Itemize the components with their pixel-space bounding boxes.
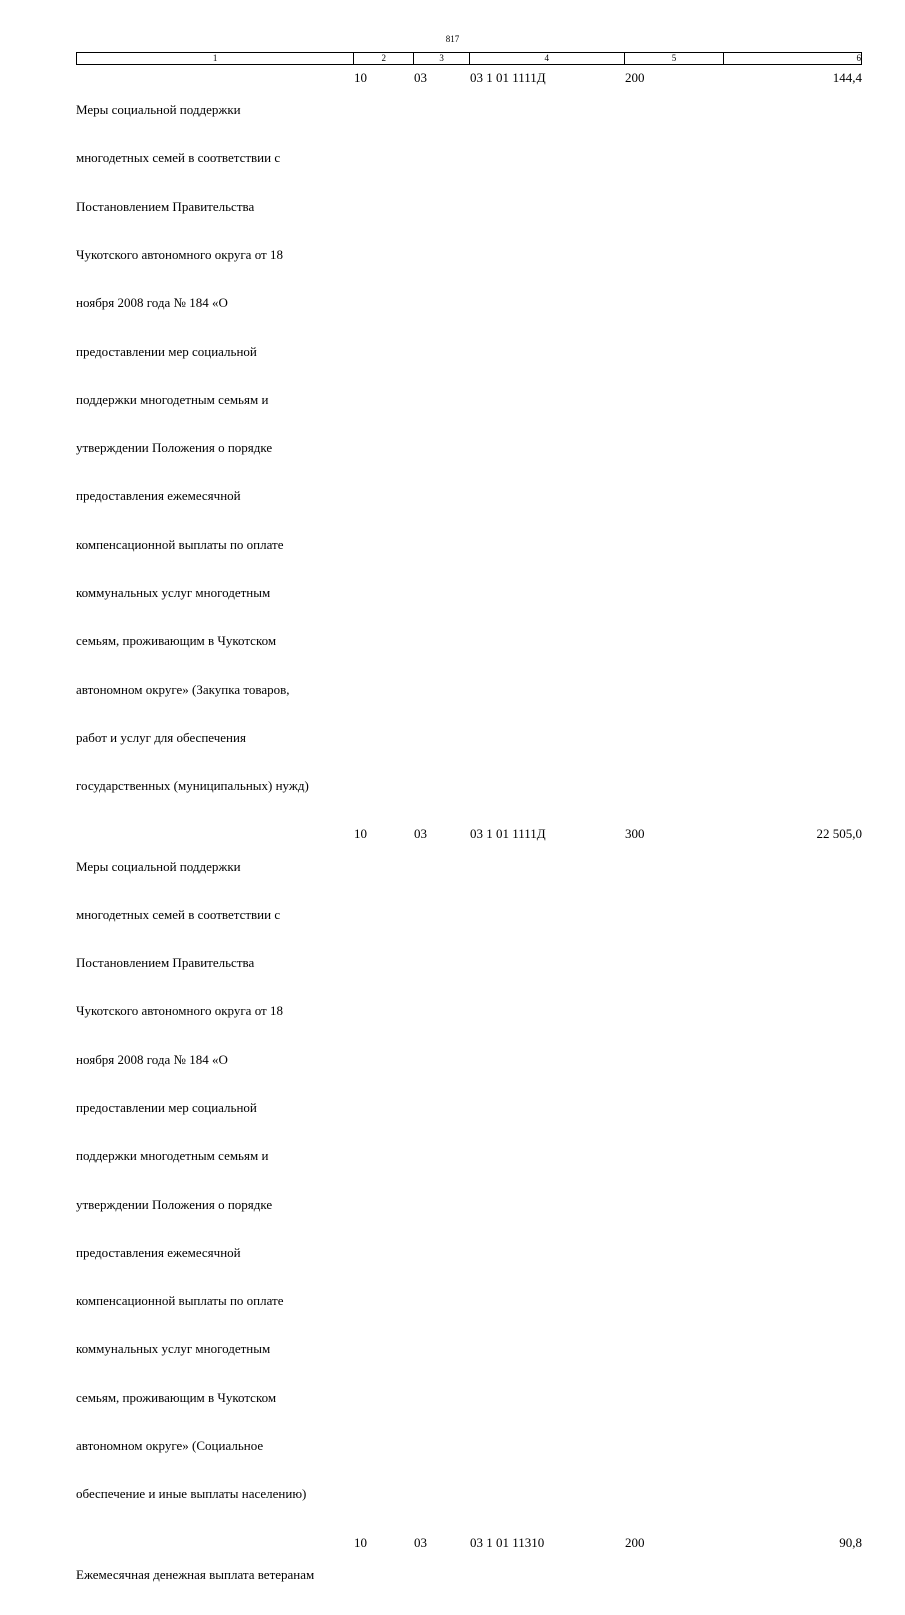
table-row xyxy=(76,826,862,1534)
description-line: Меры социальной поддержки xyxy=(76,102,241,118)
description-line: семьям, проживающим в Чукотском xyxy=(76,1389,277,1405)
description-line: предоставлении мер социальной xyxy=(76,343,257,359)
header-col-2: 2 xyxy=(354,53,414,64)
description-line: Чукотского автономного округа от 18 xyxy=(76,247,283,263)
row-description xyxy=(76,1535,354,1615)
description-line: государственных (муниципальных) нужд) xyxy=(76,778,309,794)
row-target-article: 03 1 01 11310 xyxy=(470,1534,545,1550)
row-expense-type: 200 xyxy=(625,70,645,85)
row-section: 10 xyxy=(354,1534,367,1550)
description-line: ноября 2008 года № 184 «О xyxy=(76,1051,228,1067)
row-amount: 22 505,0 xyxy=(816,826,862,842)
description-line: автономном округе» (Закупка товаров, xyxy=(76,681,290,697)
description-line: поддержки многодетным семьям и xyxy=(76,1148,269,1164)
table-row xyxy=(76,70,862,826)
description-line: утверждении Положения о порядке xyxy=(76,1196,273,1212)
description-line: компенсационной выплаты по оплате xyxy=(76,1293,284,1309)
description-line: предоставления ежемесячной xyxy=(76,488,241,504)
header-col-6: 6 xyxy=(856,53,862,63)
row-description xyxy=(76,826,354,1534)
header-col-3: 3 xyxy=(414,53,470,64)
row-target-article: 03 1 01 1111Д xyxy=(470,826,546,842)
row-expense-type: 300 xyxy=(625,826,645,842)
row-description xyxy=(76,70,354,826)
header-col-1: 1 xyxy=(77,53,354,64)
row-subsection: 03 xyxy=(414,70,427,85)
description-line: Меры социальной поддержки xyxy=(76,858,241,874)
row-amount: 144,4 xyxy=(832,70,862,85)
description-line: предоставления ежемесячной xyxy=(76,1244,241,1260)
header-col-4: 4 xyxy=(470,53,625,64)
row-expense-type: 200 xyxy=(625,1534,645,1550)
row-section: 10 xyxy=(354,826,367,842)
description-line: утверждении Положения о порядке xyxy=(76,440,273,456)
description-line: Чукотского автономного округа от 18 xyxy=(76,1003,283,1019)
page-number: 817 xyxy=(445,34,460,44)
table-row xyxy=(76,1535,862,1615)
row-subsection: 03 xyxy=(414,826,427,842)
row-subsection: 03 xyxy=(414,1534,427,1550)
description-line: поддержки многодетным семьям и xyxy=(76,391,269,407)
row-target-article: 03 1 01 1111Д xyxy=(470,70,546,85)
description-line: работ и услуг для обеспечения xyxy=(76,729,246,745)
description-line: семьям, проживающим в Чукотском xyxy=(76,633,277,649)
table-body xyxy=(76,70,862,1615)
description-line: компенсационной выплаты по оплате xyxy=(76,536,284,552)
table-header xyxy=(76,52,862,65)
description-line: коммунальных услуг многодетным xyxy=(76,1341,271,1357)
description-line: многодетных семей в соответствии с xyxy=(76,150,281,166)
description-line: Постановлением Правительства xyxy=(76,198,255,214)
description-line: Постановлением Правительства xyxy=(76,955,255,971)
description-line: предоставлении мер социальной xyxy=(76,1100,257,1115)
row-section: 10 xyxy=(354,70,367,85)
description-line: коммунальных услуг многодетным xyxy=(76,585,271,600)
header-col-5: 5 xyxy=(625,53,725,64)
description-line: многодетных семей в соответствии с xyxy=(76,906,281,922)
description-line: обеспечение и иные выплаты населению) xyxy=(76,1486,307,1502)
description-line: автономном округе» (Социальное xyxy=(76,1437,264,1453)
description-line: Ежемесячная денежная выплата ветеранам xyxy=(76,1566,315,1582)
description-line: ноября 2008 года № 184 «О xyxy=(76,295,228,311)
row-amount: 90,8 xyxy=(839,1534,862,1550)
